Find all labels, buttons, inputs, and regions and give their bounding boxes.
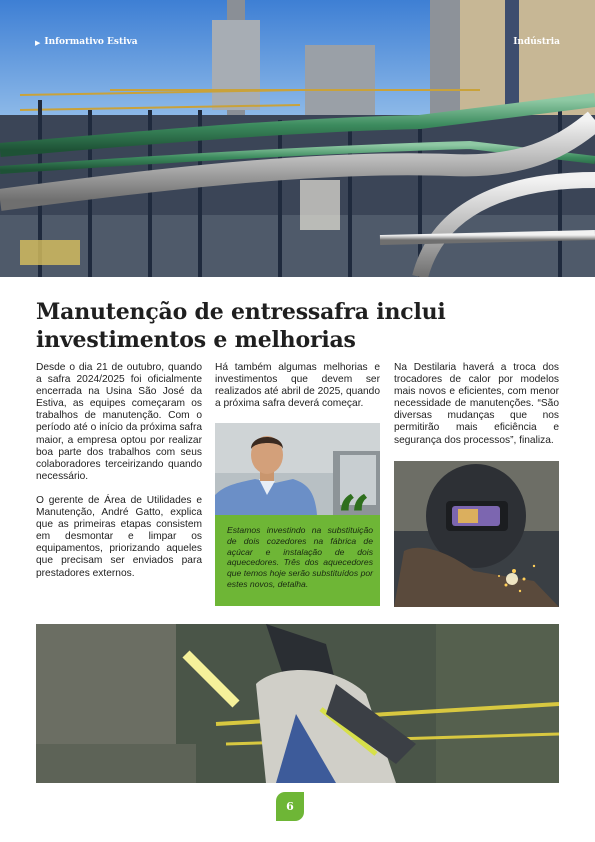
article-column-1 [36, 362, 202, 592]
welder-photo [394, 461, 559, 607]
header-left-text: Informativo Estiva [44, 37, 138, 47]
hero-image-industrial-plant [0, 0, 595, 277]
quote-text: Estamos investindo na substituição de dois cozedores na fábrica de açúcar e instalação de dois aquecedores. Três dos aquecedores que temos hoje serão substituídos por estes novos, detalha. [227, 525, 373, 589]
article-column-3 [394, 362, 559, 459]
welder-wide-photo [36, 624, 559, 783]
pull-quote [215, 483, 380, 606]
section-label-right: Indústria [513, 37, 560, 47]
paragraph: Desde o dia 21 de outubro, quando a safra 2024/2025 foi oficialmente encerrada na Usina São José da Estiva, as equipes começaram os trabalhos de manutenção. Com o período até o início da próxima safra maior, a empresa optou por realizar boa parte dos trabalhos com seus colaboradores terceirizando quando necessário. [36, 362, 202, 482]
page-number-badge: 6 [276, 792, 304, 821]
article-title: Manutenção de entressafra inclui investimentos e melhorias [36, 299, 446, 353]
paragraph: Na Destilaria haverá a troca dos trocadores de calor por modelos mais novos e eficientes, com menor necessidade de manutenções. “São diversas mudanças que nos permitirão mais eficiência e segurança dos processos”, finaliza. [394, 362, 559, 446]
paragraph: O gerente de Área de Utilidades e Manutenção, André Gatto, explica que as primeiras etapas consistem em desmontar e limpar os equipamentos, priorizando aqueles que precisam ser enviados para prestadores externos. [36, 494, 202, 579]
article-column-2 [215, 362, 380, 422]
section-label-left [35, 37, 138, 47]
play-triangle-icon: ▶ [35, 37, 41, 47]
quote-mark-icon: “ [337, 483, 371, 551]
paragraph: Há também algumas melhorias e investimentos que devem ser realizados até abril de 2025, quando a próxima safra deverá começar. [215, 362, 380, 410]
